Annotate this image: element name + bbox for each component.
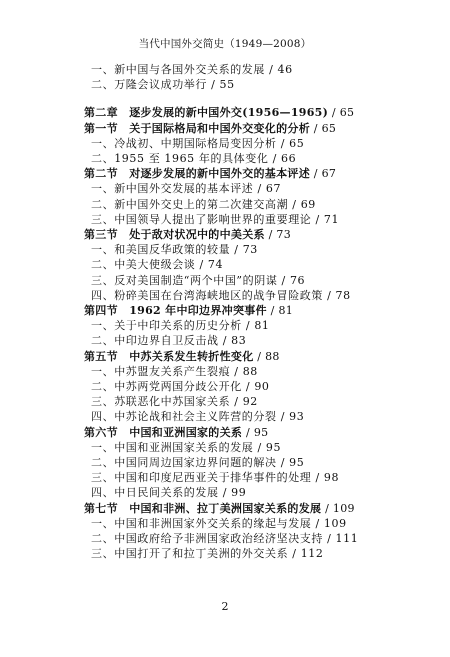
toc-separator: / — [276, 136, 290, 150]
toc-item — [84, 485, 424, 500]
toc-page-number: 88 — [265, 349, 280, 363]
toc-separator: / — [264, 228, 277, 242]
toc-separator: / — [276, 410, 290, 424]
toc-page-number: 73 — [276, 228, 292, 242]
toc-item — [84, 455, 424, 470]
toc-chapter — [84, 105, 424, 120]
toc-separator: / — [241, 319, 255, 333]
toc-separator: / — [321, 501, 333, 515]
toc-separator: / — [328, 106, 340, 120]
toc-item — [84, 181, 424, 196]
toc-page-number: 95 — [253, 425, 269, 439]
toc-entry-title: 一、和美国反华政策的较量 — [91, 243, 231, 257]
toc-entry-title: 四、中日民间关系的发展 — [91, 486, 219, 500]
toc-item — [84, 136, 424, 151]
toc-entry-title: 二、新中国外交史上的第二次建交高潮 — [91, 197, 289, 211]
toc-page-number: 92 — [242, 395, 258, 409]
toc-entry-title: 二、中美大使级会谈 — [91, 258, 196, 272]
toc-item — [84, 394, 424, 409]
toc-entry-title: 三、中国和印度尼西亚关于排华事件的处理 — [91, 471, 312, 485]
toc-item — [84, 531, 424, 546]
toc-separator: / — [218, 486, 232, 500]
toc-page-number: 90 — [254, 380, 270, 394]
toc-item — [84, 470, 424, 485]
toc-section — [84, 303, 424, 318]
toc-entry-title: 第六节 中国和亚洲国家的关系 — [84, 425, 243, 439]
toc-page-number: 65 — [339, 106, 355, 120]
toc-separator: / — [310, 121, 322, 135]
toc-page-number: 95 — [289, 456, 305, 470]
toc-separator: / — [207, 78, 220, 92]
toc-entry-title: 第七节 中国和非洲、拉丁美洲国家关系的发展 — [84, 501, 322, 515]
toc-entry-title: 一、新中国与各国外交关系的发展 — [91, 63, 265, 76]
toc-separator: / — [288, 547, 301, 561]
toc-separator: / — [253, 349, 266, 363]
toc-item — [84, 546, 424, 561]
toc-entry-title: 二、中国政府给予非洲国家政治经济坚决支持 — [91, 532, 323, 546]
toc-page-number: 88 — [242, 364, 258, 378]
toc-page-number: 69 — [300, 197, 316, 211]
toc-entry-title: 三、中国领导人提出了影响世界的重要理论 — [91, 212, 312, 226]
toc-entry-title: 三、苏联恶化中苏国家关系 — [91, 395, 231, 409]
toc-page-number: 76 — [289, 273, 306, 287]
running-header: 当代中国外交简史（1949—2008） — [138, 38, 312, 50]
toc-item — [84, 516, 424, 531]
toc-page-number: 71 — [323, 212, 340, 226]
toc-page-number: 78 — [335, 288, 351, 302]
toc-separator: / — [311, 212, 324, 226]
toc-separator: / — [230, 243, 243, 257]
toc-page-number: 67 — [321, 167, 337, 181]
toc-item — [84, 62, 424, 77]
toc-section — [84, 425, 424, 440]
toc-separator: / — [253, 182, 266, 196]
toc-entry-title: 二、中苏两党两国分歧公开化 — [91, 380, 242, 394]
toc-entry-title: 第五节 中苏关系发生转折性变化 — [84, 349, 254, 363]
toc-item — [84, 440, 424, 455]
toc-separator: / — [218, 334, 232, 348]
toc-page-number: 73 — [242, 243, 258, 257]
toc-entry-title: 第四节 1962 年中印边界冲突事件 — [84, 304, 267, 318]
toc-page-number: 67 — [265, 182, 282, 196]
toc-entry-title: 第二章 逐步发展的新中国外交(1956—1965) — [84, 106, 329, 120]
toc-separator: / — [230, 364, 243, 378]
toc-page-number: 46 — [277, 63, 293, 76]
toc-entry-title: 第一节 关于国际格局和中国外交变化的分析 — [84, 121, 310, 135]
toc-separator: / — [311, 516, 324, 530]
toc-entry-title: 二、1955 至 1965 年的具体变化 — [91, 152, 269, 166]
toc-section — [84, 121, 424, 136]
toc-item — [84, 409, 424, 424]
toc-separator: / — [310, 167, 322, 181]
toc-page-number: 99 — [231, 486, 247, 500]
toc-page-number: 65 — [289, 136, 305, 150]
toc-page-number: 81 — [254, 319, 270, 333]
toc-item — [84, 77, 424, 92]
toc-separator: / — [266, 304, 279, 318]
toc-section — [84, 166, 424, 181]
toc-entry-title: 第三节 处于敌对状况中的中美关系 — [84, 228, 265, 242]
toc-entry-title: 二、中国同周边国家边界问题的解决 — [91, 456, 277, 470]
toc-item — [84, 364, 424, 379]
toc-separator: / — [230, 395, 243, 409]
toc-separator: / — [277, 273, 290, 287]
toc-item — [84, 212, 424, 227]
toc-entry-title: 一、中国和亚洲国家关系的发展 — [91, 440, 254, 454]
toc-item — [84, 257, 424, 272]
toc-page-number: 83 — [231, 334, 247, 348]
toc-page-number: 74 — [207, 258, 224, 272]
toc-separator: / — [253, 440, 266, 454]
toc-item — [84, 318, 424, 333]
toc-separator: / — [323, 532, 336, 546]
toc-entry-title: 一、新中国外交发展的基本评述 — [91, 182, 254, 196]
page-number: 2 — [221, 600, 229, 613]
toc-separator: / — [276, 456, 290, 470]
toc-separator: / — [311, 471, 324, 485]
toc-entry-title: 三、反对美国制造“两个中国”的阴谋 — [91, 273, 278, 287]
toc-section — [84, 349, 424, 364]
toc-item — [84, 333, 424, 348]
toc-page-number: 112 — [300, 547, 324, 561]
toc-page-number: 93 — [289, 410, 305, 424]
toc-separator: / — [268, 152, 281, 166]
toc-separator: / — [242, 425, 254, 439]
toc-separator: / — [265, 63, 278, 76]
toc-page-number: 65 — [321, 121, 337, 135]
toc-item — [84, 242, 424, 257]
toc-page-number: 66 — [280, 152, 297, 166]
toc-page-number: 55 — [219, 78, 235, 92]
toc-item — [84, 197, 424, 212]
toc-entry-title: 第二节 对逐步发展的新中国外交的基本评述 — [84, 167, 310, 181]
toc-separator: / — [323, 288, 336, 302]
toc-separator: / — [241, 380, 255, 394]
toc-page-number: 81 — [278, 304, 294, 318]
toc-item — [84, 288, 424, 303]
toc-entry-title: 一、关于中印关系的历史分析 — [91, 319, 242, 333]
toc-page-number: 109 — [332, 501, 355, 515]
toc-entry-title: 四、中苏论战和社会主义阵营的分裂 — [91, 410, 277, 424]
toc-entry-title: 二、万隆会议成功举行 — [91, 78, 207, 92]
table-of-contents — [84, 62, 424, 562]
toc-entry-title: 一、中苏盟友关系产生裂痕 — [91, 364, 231, 378]
toc-page-number: 109 — [323, 516, 347, 530]
toc-entry-title: 三、中国打开了和拉丁美洲的外交关系 — [91, 547, 289, 561]
toc-section — [84, 227, 424, 242]
toc-item — [84, 151, 424, 166]
toc-entry-title: 二、中印边界自卫反击战 — [91, 334, 219, 348]
toc-page-number: 98 — [323, 471, 340, 485]
toc-item — [84, 379, 424, 394]
toc-page-number: 111 — [335, 532, 359, 546]
toc-section — [84, 501, 424, 516]
toc-page-number: 95 — [265, 440, 282, 454]
toc-entry-title: 一、中国和非洲国家外交关系的缘起与发展 — [91, 516, 312, 530]
toc-separator: / — [288, 197, 301, 211]
toc-separator: / — [195, 258, 208, 272]
toc-item — [84, 273, 424, 288]
toc-entry-title: 一、冷战初、中期国际格局变因分析 — [91, 136, 277, 150]
toc-entry-title: 四、粉碎美国在台湾海峡地区的战争冒险政策 — [91, 288, 323, 302]
